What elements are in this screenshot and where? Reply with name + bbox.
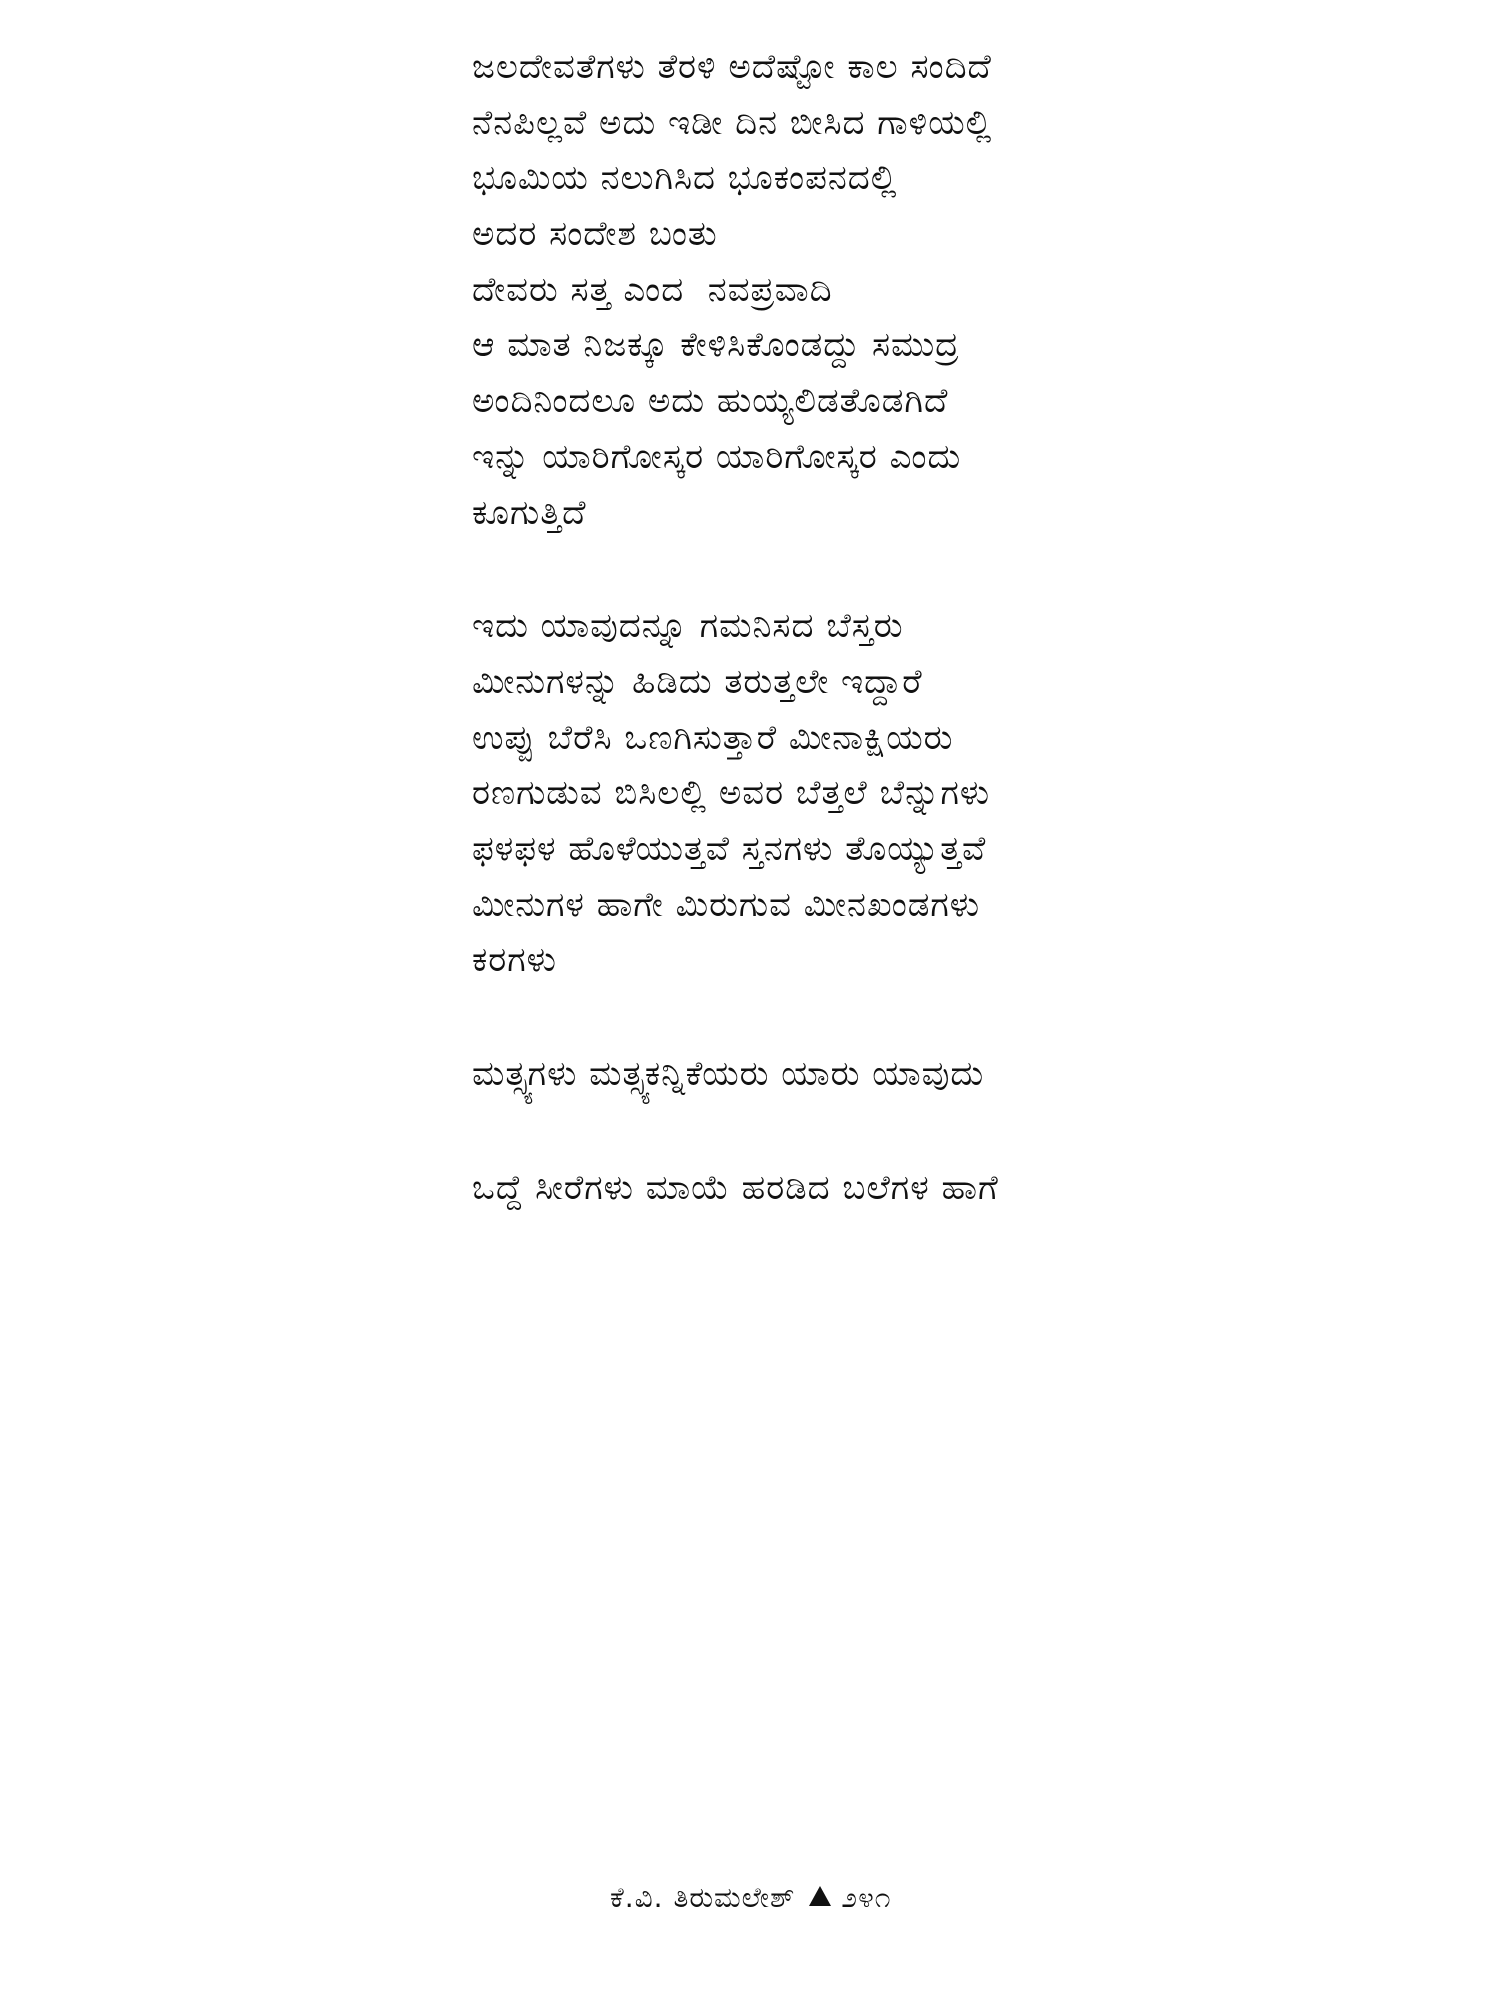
- poem-line: ಉಪ್ಪು ಬೆರೆಸಿ ಒಣಗಿಸುತ್ತಾರೆ ಮೀನಾಕ್ಷಿಯರು: [472, 717, 954, 758]
- stanza-1: [472, 40, 1232, 541]
- poem-line: ನೆನಪಿಲ್ಲವೆ ಅದು ಇಡೀ ದಿನ ಬೀಸಿದ ಗಾಳಿಯಲ್ಲಿ: [472, 102, 993, 143]
- poem-line: ಇದು ಯಾವುದನ್ನೂ ಗಮನಿಸದ ಬೆಸ್ತರು: [472, 606, 904, 647]
- poem-line: ದೇವರು ಸತ್ತ ಎಂದ ನವಪ್ರವಾದಿ: [472, 269, 833, 310]
- poem-line: ಅಂದಿನಿಂದಲೂ ಅದು ಹುಯ್ಯಲಿಡತೊಡಗಿದೆ: [472, 381, 949, 422]
- poem-line: ರಣಗುಡುವ ಬಿಸಿಲಲ್ಲಿ ಅವರ ಬೆತ್ತಲೆ ಬೆನ್ನುಗಳು: [472, 773, 991, 814]
- poem-line: ಅದರ ಸಂದೇಶ ಬಂತು: [472, 214, 718, 255]
- poem-line: ಮತ್ಸ್ಯಗಳು ಮತ್ಸ್ಯಕನ್ನಿಕೆಯರು ಯಾರು ಯಾವುದು: [472, 1054, 985, 1094]
- stanza-4: [472, 1161, 1232, 1217]
- poem-line: ಮೀನುಗಳ ಹಾಗೇ ಮಿರುಗುವ ಮೀನಖಂಡಗಳು: [472, 884, 981, 925]
- page-number: ೨೪೧: [841, 1881, 892, 1914]
- triangle-icon: [809, 1886, 831, 1906]
- poem-line: ಕೂಗುತ್ತಿದೆ: [472, 492, 587, 533]
- author-name: ಕೆ.ವಿ. ತಿರುಮಲೇಶ್: [610, 1881, 796, 1914]
- poem-line: ಒದ್ದೆ ಸೀರೆಗಳು ಮಾಯೆ ಹರಡಿದ ಬಲೆಗಳ ಹಾಗೆ: [472, 1167, 999, 1208]
- poem-line: ಕರಗಳು: [472, 940, 557, 981]
- stanza-3: [472, 1047, 1232, 1103]
- poem-line: ಜಲದೇವತೆಗಳು ತೆರಳಿ ಅದೆಷ್ಟೋ ಕಾಲ ಸಂದಿದೆ: [472, 47, 992, 87]
- poem-line: ಮೀನುಗಳನ್ನು ಹಿಡಿದು ತರುತ್ತಲೇ ಇದ್ದಾರೆ: [472, 661, 923, 702]
- poem-line: ಭೂಮಿಯ ನಲುಗಿಸಿದ ಭೂಕಂಪನದಲ್ಲಿ: [472, 158, 898, 199]
- page-footer: [610, 1878, 891, 1918]
- poem-line: ಫಳಫಳ ಹೊಳೆಯುತ್ತವೆ ಸ್ತನಗಳು ತೊಯ್ಯುತ್ತವೆ: [472, 828, 987, 869]
- poem-line: ಆ ಮಾತ ನಿಜಕ್ಕೂ ಕೇಳಿಸಿಕೊಂಡದ್ದು ಸಮುದ್ರ: [472, 325, 960, 366]
- poem-line: ಇನ್ನು ಯಾರಿಗೋಸ್ಕರ ಯಾರಿಗೋಸ್ಕರ ಎಂದು: [472, 436, 962, 477]
- poem: [472, 40, 1232, 1274]
- stanza-2: [472, 599, 1232, 989]
